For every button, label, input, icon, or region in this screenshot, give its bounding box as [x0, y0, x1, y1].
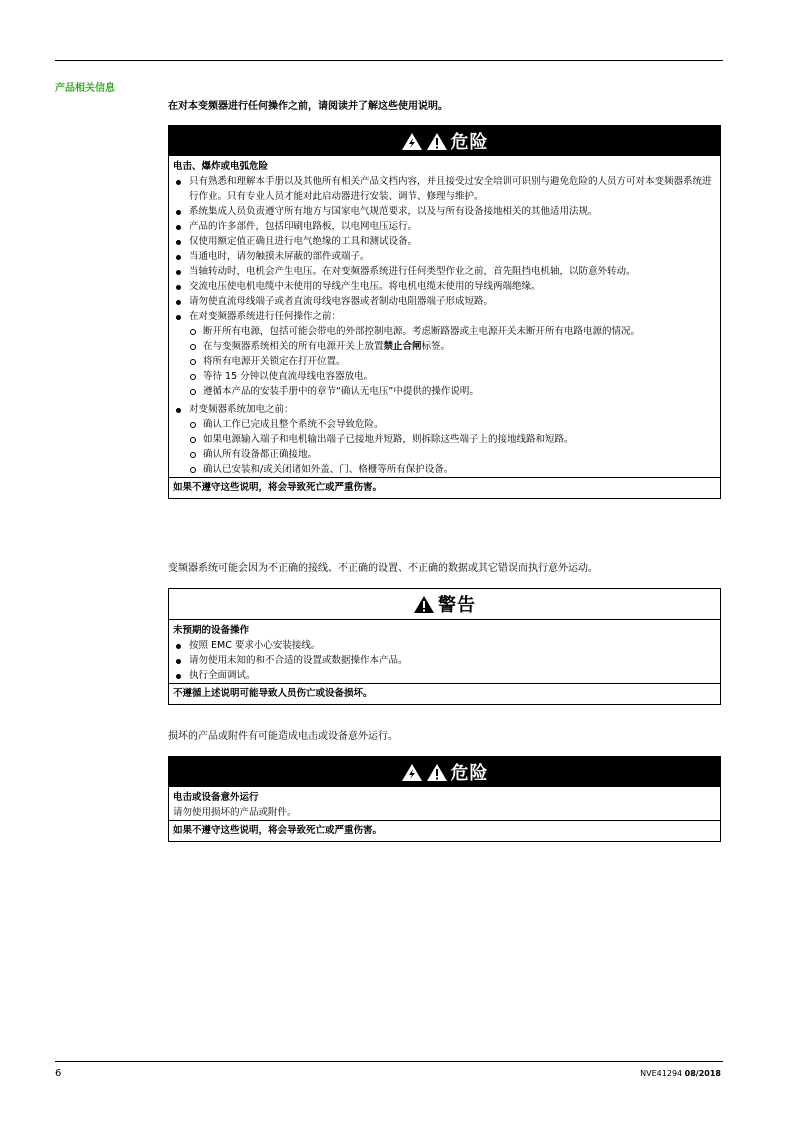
sub-list-item: 等待 15 分钟以使直流母线电容器放电。	[189, 369, 716, 384]
sub-list-item: 确认工作已完成且整个系统不会导致危险。	[189, 417, 716, 432]
sub-list-item: 如果电源输入端子和电机输出端子已接地并短路，则拆除这些端子上的接地线路和短路。	[189, 432, 716, 447]
before-power-label: 对变频器系统加电之前：	[189, 404, 294, 415]
list-item	[173, 309, 716, 399]
before-work-label: 在对变频器系统进行任何操作之前：	[189, 311, 342, 322]
sub-list-item: 确认所有设备都正确接地。	[189, 447, 716, 462]
warning-triangle-icon	[426, 763, 448, 782]
electric-hazard-icon	[401, 132, 423, 151]
paragraph-2: 损坏的产品或附件有可能造成电击或设备意外运行。	[168, 731, 398, 742]
list-item: 请勿使用未知的和不合适的设置或数据操作本产品。	[173, 653, 716, 668]
danger-header-label: 危险	[450, 132, 489, 153]
sub-list-item: 将所有电源开关锁定在打开位置。	[189, 354, 716, 369]
doc-date: 08/2018	[684, 1069, 721, 1078]
electric-hazard-icon	[401, 763, 423, 782]
list-item: 仅使用额定值正确且进行电气绝缘的工具和测试设备。	[173, 234, 716, 249]
danger-box-2	[168, 756, 721, 842]
list-item: 只有熟悉和理解本手册以及其他所有相关产品文档内容，并且接受过安全培训可识别与避免危险的人员方可对本变频器系统进行作业。只有专业人员才能对此启动器进行安装、调节、修理与维护。	[173, 174, 716, 204]
sub-list-item: 遵循本产品的安装手册中的章节“确认无电压”中提供的操作说明。	[189, 384, 716, 399]
sub-list-item	[189, 339, 716, 354]
sub-list-item: 确认已安装和/或关闭诸如外盖、门、格栅等所有保护设备。	[189, 462, 716, 477]
page-number: 6	[55, 1068, 62, 1079]
danger-subtitle: 电击或设备意外运行	[173, 792, 259, 803]
lockout-tag-text: 禁止合闸	[383, 341, 422, 352]
list-item: 按照 EMC 要求小心安装接线。	[173, 638, 716, 653]
danger-header-2	[169, 757, 720, 787]
intro-text: 在对本变频器进行任何操作之前，请阅读并了解这些使用说明。	[168, 101, 448, 112]
warning-box	[168, 588, 721, 705]
document-id	[640, 1069, 721, 1078]
danger-footer: 如果不遵守这些说明，将会导致死亡或严重伤害。	[169, 820, 720, 841]
danger-box-1	[168, 125, 721, 499]
sub-list-item: 断开所有电源，包括可能会带电的外部控制电源。考虑断路器或主电源开关未断开所有电路电源的情况。	[189, 324, 716, 339]
danger-footer: 如果不遵守这些说明，将会导致死亡或严重伤害。	[169, 477, 720, 498]
danger-subtitle: 电击、爆炸或电弧危险	[173, 161, 269, 172]
paragraph-1: 变频器系统可能会因为不正确的接线、不正确的设置、不正确的数据或其它错误而执行意外运动。	[168, 563, 598, 574]
list-item: 交流电压使电机电缆中未使用的导线产生电压。将电机电缆未使用的导线两端绝缘。	[173, 279, 716, 294]
list-item: 请勿使直流母线端子或者直流母线电容器或者制动电阻器端子形成短路。	[173, 294, 716, 309]
danger-header-1	[169, 126, 720, 156]
doc-number: NVE41294	[640, 1069, 683, 1078]
list-item: 当通电时，请勿触摸未屏蔽的部件或端子。	[173, 249, 716, 264]
list-item: 当轴转动时，电机会产生电压。在对变频器系统进行任何类型作业之前，首先阻挡电机轴，以防意外转动。	[173, 264, 716, 279]
warning-triangle-icon	[426, 132, 448, 151]
list-item: 产品的许多部件，包括印刷电路板，以电网电压运行。	[173, 219, 716, 234]
list-item: 系统集成人员负责遵守所有地方与国家电气规范要求，以及与所有设备接地相关的其他适用法规。	[173, 204, 716, 219]
top-rule	[55, 60, 723, 61]
sub-text-post: 标签。	[421, 341, 451, 352]
warning-triangle-icon	[413, 595, 435, 614]
warning-subtitle: 未预期的设备操作	[173, 625, 250, 636]
danger-header-label: 危险	[450, 763, 489, 784]
danger-text: 请勿使用损坏的产品或附件。	[173, 807, 297, 818]
bottom-rule	[55, 1061, 723, 1062]
warning-footer: 不遵循上述说明可能导致人员伤亡或设备损坏。	[169, 683, 720, 704]
section-title: 产品相关信息	[55, 83, 115, 94]
warning-header	[169, 589, 720, 620]
warning-header-label: 警告	[438, 595, 476, 616]
list-item: 执行全面调试。	[173, 668, 716, 683]
sub-text-pre: 在与变频器系统相关的所有电源开关上放置	[203, 341, 384, 352]
list-item	[173, 402, 716, 477]
